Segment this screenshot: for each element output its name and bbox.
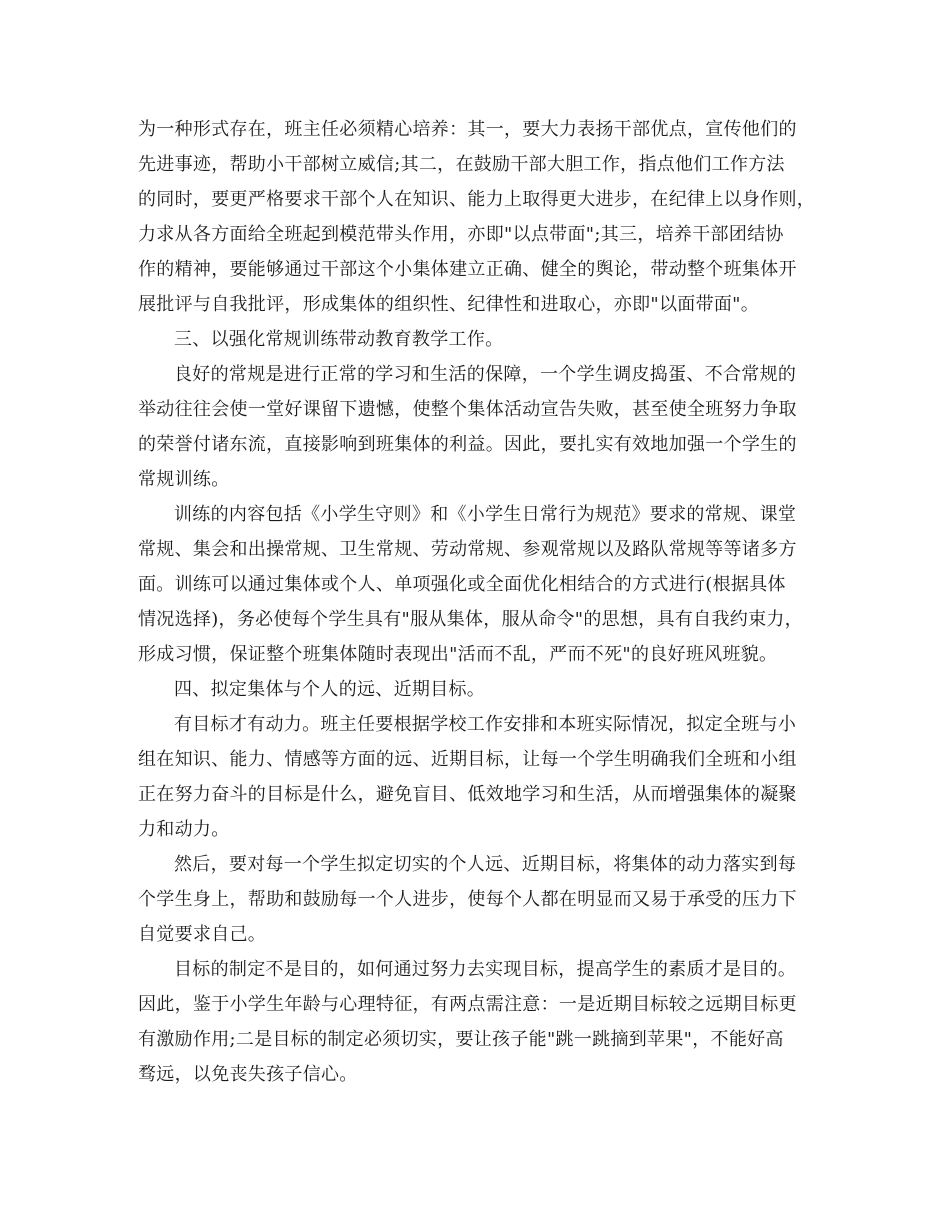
text-line: 面。训练可以通过集体或个人、单项强化或全面优化相结合的方式进行(根据具体 [138, 574, 786, 595]
text-line: 骛远，以免丧失孩子信心。 [138, 1064, 358, 1085]
document-body [138, 112, 818, 1092]
text-line: 因此，鉴于小学生年龄与心理特征，有两点需注意：一是近期目标较之远期目标更 [138, 994, 797, 1015]
text-line: 举动往往会使一堂好课留下遗憾，使整个集体活动宣告失败，甚至使全班努力争取 [138, 399, 797, 420]
text-line: 形成习惯，保证整个班集体随时表现出"活而不乱，严而不死"的良好班风班貌。 [138, 644, 778, 665]
text-line: 为一种形式存在，班主任必须精心培养：其一，要大力表扬干部优点，宣传他们的 [138, 119, 797, 140]
text-line: 自觉要求自己。 [138, 924, 267, 945]
text-line: 良好的常规是进行正常的学习和生活的保障，一个学生调皮捣蛋、不合常规的 [174, 364, 797, 385]
text-line: 四、拟定集体与个人的远、近期目标。 [174, 679, 486, 700]
text-line: 组在知识、能力、情感等方面的远、近期目标，让每一个学生明确我们全班和小组 [138, 749, 797, 770]
text-line: 目标的制定不是目的，如何通过努力去实现目标，提高学生的素质才是目的。 [174, 959, 797, 980]
text-line: 常规、集会和出操常规、卫生常规、劳动常规、参观常规以及路队常规等等诸多方 [138, 539, 797, 560]
text-line: 力求从各方面给全班起到模范带头作用，亦即"以点带面";其三，培养干部团结协 [138, 224, 784, 245]
text-line: 正在努力奋斗的目标是什么，避免盲目、低效地学习和生活，从而增强集体的凝聚 [138, 784, 797, 805]
text-line: 作的精神，要能够通过干部这个小集体建立正确、健全的舆论，带动整个班集体开 [138, 259, 797, 280]
text-line: 的荣誉付诸东流，直接影响到班集体的利益。因此，要扎实有效地加强一个学生的 [138, 434, 797, 455]
text-line: 个学生身上，帮助和鼓励每一个人进步，使每个人都在明显而又易于承受的压力下 [138, 889, 797, 910]
text-line: 展批评与自我批评，形成集体的组织性、纪律性和进取心，亦即"以面带面"。 [138, 294, 760, 315]
text-line: 的同时，要更严格要求干部个人在知识、能力上取得更大进步，在纪律上以身作则， [138, 189, 816, 210]
text-line: 有激励作用;二是目标的制定必须切实，要让孩子能"跳一跳摘到苹果"，不能好高 [138, 1029, 784, 1050]
text-line: 常规训练。 [138, 469, 230, 490]
text-line: 情况选择)，务必使每个学生具有"服从集体，服从命令"的思想，具有自我约束力， [138, 609, 803, 630]
text-line: 先进事迹，帮助小干部树立威信;其二，在鼓励干部大胆工作，指点他们工作方法 [138, 154, 785, 175]
text-line: 然后，要对每一个学生拟定切实的个人远、近期目标，将集体的动力落实到每 [174, 854, 797, 875]
text-line: 三、以强化常规训练带动教育教学工作。 [174, 329, 504, 350]
text-line: 有目标才有动力。班主任要根据学校工作安排和本班实际情况，拟定全班与小 [174, 714, 797, 735]
text-line: 力和动力。 [138, 819, 230, 840]
text-line: 训练的内容包括《小学生守则》和《小学生日常行为规范》要求的常规、课堂 [174, 504, 797, 525]
